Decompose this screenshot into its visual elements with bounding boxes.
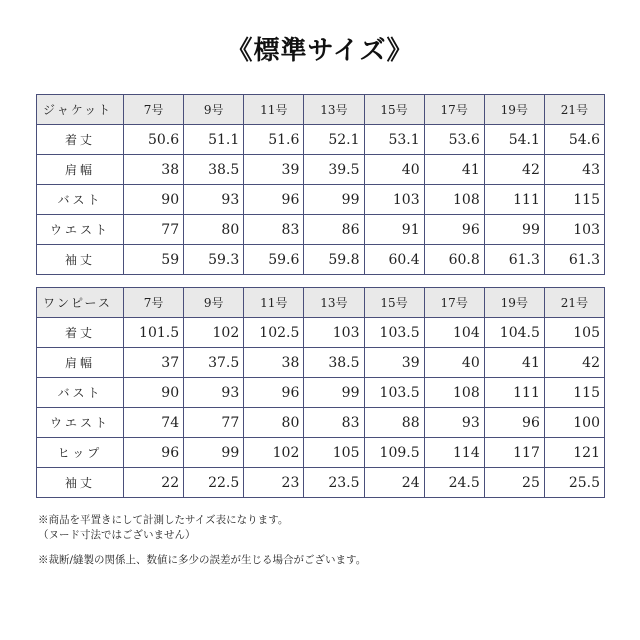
table-cell: 111 <box>484 378 544 408</box>
table-row <box>37 155 605 185</box>
onepiece-table-body <box>37 318 605 498</box>
jacket-size-header: 7号 <box>124 95 184 125</box>
row-label: 袖丈 <box>37 468 124 498</box>
row-label: ウエスト <box>37 408 124 438</box>
onepiece-header-row <box>37 288 605 318</box>
table-cell: 54.1 <box>484 125 544 155</box>
row-label: バスト <box>37 378 124 408</box>
table-cell: 59.8 <box>304 245 364 275</box>
onepiece-size-header: 9号 <box>184 288 244 318</box>
table-cell: 39 <box>244 155 304 185</box>
row-label: バスト <box>37 185 124 215</box>
table-cell: 42 <box>544 348 604 378</box>
table-cell: 53.1 <box>364 125 424 155</box>
row-label: ウエスト <box>37 215 124 245</box>
table-cell: 99 <box>184 438 244 468</box>
table-cell: 91 <box>364 215 424 245</box>
row-label: 袖丈 <box>37 245 124 275</box>
table-row <box>37 438 605 468</box>
table-cell: 100 <box>544 408 604 438</box>
table-cell: 38.5 <box>184 155 244 185</box>
note-line-3: ※裁断/縫製の関係上、数値に多少の誤差が生じる場合がございます。 <box>38 554 367 566</box>
table-cell: 102.5 <box>244 318 304 348</box>
table-cell: 104.5 <box>484 318 544 348</box>
table-cell: 60.4 <box>364 245 424 275</box>
table-cell: 102 <box>184 318 244 348</box>
row-label: ヒップ <box>37 438 124 468</box>
table-cell: 54.6 <box>544 125 604 155</box>
table-cell: 103.5 <box>364 318 424 348</box>
table-cell: 117 <box>484 438 544 468</box>
jacket-size-header: 15号 <box>364 95 424 125</box>
jacket-table-body <box>37 125 605 275</box>
jacket-size-header: 13号 <box>304 95 364 125</box>
table-cell: 40 <box>364 155 424 185</box>
table-cell: 41 <box>484 348 544 378</box>
onepiece-size-header: 13号 <box>304 288 364 318</box>
onepiece-size-header: 17号 <box>424 288 484 318</box>
table-cell: 38.5 <box>304 348 364 378</box>
table-cell: 53.6 <box>424 125 484 155</box>
table-row <box>37 215 605 245</box>
table-row <box>37 348 605 378</box>
table-cell: 96 <box>244 185 304 215</box>
table-cell: 59 <box>124 245 184 275</box>
table-cell: 93 <box>184 185 244 215</box>
table-cell: 109.5 <box>364 438 424 468</box>
table-cell: 61.3 <box>484 245 544 275</box>
table-cell: 103 <box>544 215 604 245</box>
table-cell: 115 <box>544 185 604 215</box>
jacket-size-header: 11号 <box>244 95 304 125</box>
table-cell: 51.1 <box>184 125 244 155</box>
table-cell: 38 <box>244 348 304 378</box>
table-cell: 77 <box>184 408 244 438</box>
onepiece-size-header: 7号 <box>124 288 184 318</box>
table-row <box>37 125 605 155</box>
table-cell: 115 <box>544 378 604 408</box>
table-cell: 83 <box>304 408 364 438</box>
onepiece-size-header: 21号 <box>544 288 604 318</box>
onepiece-size-table <box>36 287 605 498</box>
onepiece-category-header: ワンピース <box>37 288 124 318</box>
table-cell: 24 <box>364 468 424 498</box>
page-title: 《標準サイズ》 <box>226 36 414 66</box>
jacket-header-row <box>37 95 605 125</box>
table-cell: 99 <box>304 378 364 408</box>
table-cell: 96 <box>124 438 184 468</box>
table-cell: 102 <box>244 438 304 468</box>
table-cell: 38 <box>124 155 184 185</box>
row-label: 肩幅 <box>37 155 124 185</box>
jacket-size-header: 19号 <box>484 95 544 125</box>
row-label: 着丈 <box>37 318 124 348</box>
table-cell: 40 <box>424 348 484 378</box>
table-cell: 105 <box>304 438 364 468</box>
table-row <box>37 318 605 348</box>
table-cell: 52.1 <box>304 125 364 155</box>
table-cell: 22.5 <box>184 468 244 498</box>
table-cell: 22 <box>124 468 184 498</box>
table-cell: 93 <box>184 378 244 408</box>
table-cell: 103 <box>304 318 364 348</box>
table-cell: 90 <box>124 185 184 215</box>
table-cell: 59.6 <box>244 245 304 275</box>
table-row <box>37 378 605 408</box>
table-cell: 61.3 <box>544 245 604 275</box>
note-line-1: ※商品を平置きにして計測したサイズ表になります。 <box>38 514 289 526</box>
table-cell: 108 <box>424 378 484 408</box>
table-cell: 93 <box>424 408 484 438</box>
table-cell: 23.5 <box>304 468 364 498</box>
table-cell: 111 <box>484 185 544 215</box>
table-cell: 77 <box>124 215 184 245</box>
table-cell: 96 <box>484 408 544 438</box>
table-cell: 23 <box>244 468 304 498</box>
table-cell: 39 <box>364 348 424 378</box>
jacket-size-header: 17号 <box>424 95 484 125</box>
table-cell: 90 <box>124 378 184 408</box>
table-cell: 74 <box>124 408 184 438</box>
table-cell: 24.5 <box>424 468 484 498</box>
table-cell: 37.5 <box>184 348 244 378</box>
table-cell: 80 <box>184 215 244 245</box>
row-label: 肩幅 <box>37 348 124 378</box>
table-row <box>37 185 605 215</box>
table-cell: 96 <box>424 215 484 245</box>
table-cell: 88 <box>364 408 424 438</box>
table-cell: 43 <box>544 155 604 185</box>
table-cell: 104 <box>424 318 484 348</box>
table-cell: 25.5 <box>544 468 604 498</box>
table-cell: 114 <box>424 438 484 468</box>
table-cell: 96 <box>244 378 304 408</box>
table-cell: 59.3 <box>184 245 244 275</box>
table-row <box>37 468 605 498</box>
jacket-category-header: ジャケット <box>37 95 124 125</box>
table-cell: 121 <box>544 438 604 468</box>
table-cell: 37 <box>124 348 184 378</box>
onepiece-size-header: 11号 <box>244 288 304 318</box>
table-cell: 80 <box>244 408 304 438</box>
table-cell: 60.8 <box>424 245 484 275</box>
table-cell: 39.5 <box>304 155 364 185</box>
table-cell: 99 <box>484 215 544 245</box>
jacket-size-header: 21号 <box>544 95 604 125</box>
table-cell: 105 <box>544 318 604 348</box>
table-cell: 83 <box>244 215 304 245</box>
onepiece-size-header: 15号 <box>364 288 424 318</box>
table-cell: 101.5 <box>124 318 184 348</box>
table-cell: 42 <box>484 155 544 185</box>
notes <box>38 513 366 568</box>
table-row <box>37 408 605 438</box>
jacket-size-header: 9号 <box>184 95 244 125</box>
table-cell: 103.5 <box>364 378 424 408</box>
onepiece-size-header: 19号 <box>484 288 544 318</box>
table-cell: 86 <box>304 215 364 245</box>
row-label: 着丈 <box>37 125 124 155</box>
table-cell: 99 <box>304 185 364 215</box>
table-cell: 25 <box>484 468 544 498</box>
table-cell: 103 <box>364 185 424 215</box>
table-cell: 50.6 <box>124 125 184 155</box>
note-line-2: （ヌード寸法ではございません） <box>38 529 196 541</box>
table-cell: 41 <box>424 155 484 185</box>
table-cell: 108 <box>424 185 484 215</box>
table-row <box>37 245 605 275</box>
table-cell: 51.6 <box>244 125 304 155</box>
jacket-size-table <box>36 94 605 275</box>
